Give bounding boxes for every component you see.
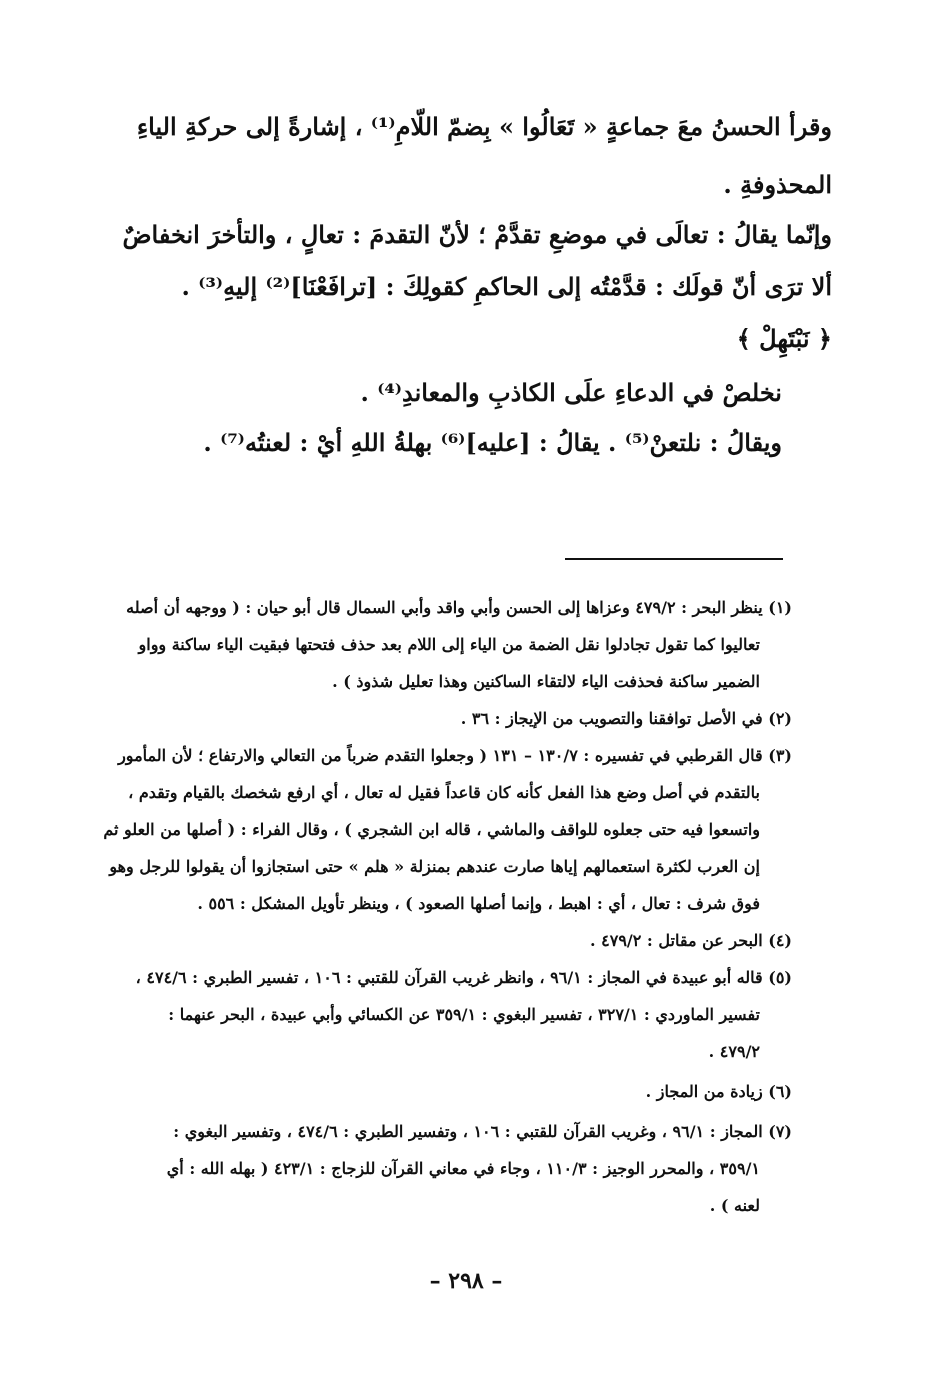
footnote-3-line-2: بالتقدم في أصل وضع هذا الفعل كأنه كان قاعداً فقيل له تعال ، أي ارفع شخصك بالقيام وتقدم ،	[128, 783, 760, 802]
page-number: – ٢٩٨ –	[429, 1268, 503, 1294]
footnote-1-line-1: (١) ينظر البحر : ٤٧٩/٢ وعزاها إلى الحسن وأبي واقد وأبي السمال قال أبو حيان : ( ووجهه أن أصله	[126, 598, 792, 617]
footnote-6: (٦) زيادة من المجاز .	[645, 1082, 792, 1101]
body-line-3: وإنّما يقالُ : تعالَى في موضعِ تقدَّمْ ؛ لأنّ التقدمَ : تعالٍ ، والتأخرَ انخفاضٌ	[122, 220, 832, 249]
body-line-4: ألا ترَى أنّ قولَك : قدَّمْتُه إلى الحاكمِ كقولِكَ : [ترافَعْنَا]⁽²⁾ إليهِ⁽³⁾ .	[181, 272, 832, 301]
footnote-3-line-5: فوق شرف : تعال ، أي : اهبط ، وإنما أصلها الصعود ) ، وينظر تأويل المشكل : ٥٥٦ .	[197, 894, 760, 913]
body-line-2: المحذوفةِ .	[723, 170, 832, 199]
footnote-4: (٤) البحر عن مقاتل : ٤٧٩/٢ .	[590, 931, 792, 950]
footnote-5-line-3: ٤٧٩/٢ .	[708, 1042, 760, 1061]
body-heading-word: ﴿ نَبْتَهِلْ ﴾	[736, 324, 832, 353]
footnote-1-line-3: الضمير ساكنة فحذفت الياء لالتقاء الساكنين وهذا تعليل شذوذ ) .	[332, 672, 760, 691]
body-line-6: نخلصْ في الدعاءِ علَى الكاذبِ والمعاندِ⁽⁴⁾ .	[360, 378, 782, 407]
footnote-7-line-1: (٧) المجاز : ٩٦/١ ، وغريب القرآن للقتبي : ١٠٦ ، وتفسير الطبري : ٤٧٤/٦ ، وتفسير البغوي :	[173, 1122, 792, 1141]
footnote-3-line-4: إن العرب لكثرة استعمالهم إياها صارت عندهم بمنزلة « هلم » حتى استجازوا أن يقولوا للرجل وهو	[109, 857, 760, 876]
footnote-separator	[565, 558, 783, 560]
footnote-7-line-2: ٣٥٩/١ ، والمحرر الوجيز : ١١٠/٣ ، وجاء في معاني القرآن للزجاج : ٤٢٣/١ ( بهله الله : أي	[166, 1159, 760, 1178]
footnote-1-line-2: تعاليوا كما تقول تجادلوا نقل الضمة من الياء إلى اللام بعد حذف فتحتها فبقيت الياء ساكنة وواو	[138, 635, 760, 654]
footnote-3-line-1: (٣) قال القرطبي في تفسيره : ١٣٠/٧ – ١٣١ ( وجعلوا التقدم ضرباً من التعالي والارتفاع ؛ لأن المأمور	[118, 746, 792, 765]
footnote-5-line-1: (٥) قاله أبو عبيدة في المجاز : ٩٦/١ ، وانظر غريب القرآن للقتبي : ١٠٦ ، تفسير الطبري : ٤٧٤/٦ ،	[135, 968, 792, 987]
footnote-2: (٢) في الأصل توافقنا والتصويب من الإيجاز : ٣٦ .	[460, 709, 792, 728]
body-line-7: ويقالُ : نلتعنْ⁽⁵⁾ . يقالُ : [عليه]⁽⁶⁾ بهلةُ اللهِ أيْ : لعنتُه⁽⁷⁾ .	[203, 428, 782, 457]
footnote-5-line-2: تفسير الماوردي : ٣٢٧/١ ، تفسير البغوي : ٣٥٩/١ عن الكسائي وأبي عبيدة ، البحر عنهما :	[168, 1005, 760, 1024]
footnote-7-line-3: لعنه ) .	[709, 1196, 760, 1215]
body-line-1: وقرأ الحسنُ معَ جماعةٍ « تَعَالُوا » بِضمّ اللّامِ⁽¹⁾ ، إشارةً إلى حركةِ الياءِ	[136, 112, 832, 141]
footnote-3-line-3: واتسعوا فيه حتى جعلوه للواقف والماشي ، قاله ابن الشجري ) ، وقال الفراء : ( أصلها من العلو ثم	[103, 820, 760, 839]
